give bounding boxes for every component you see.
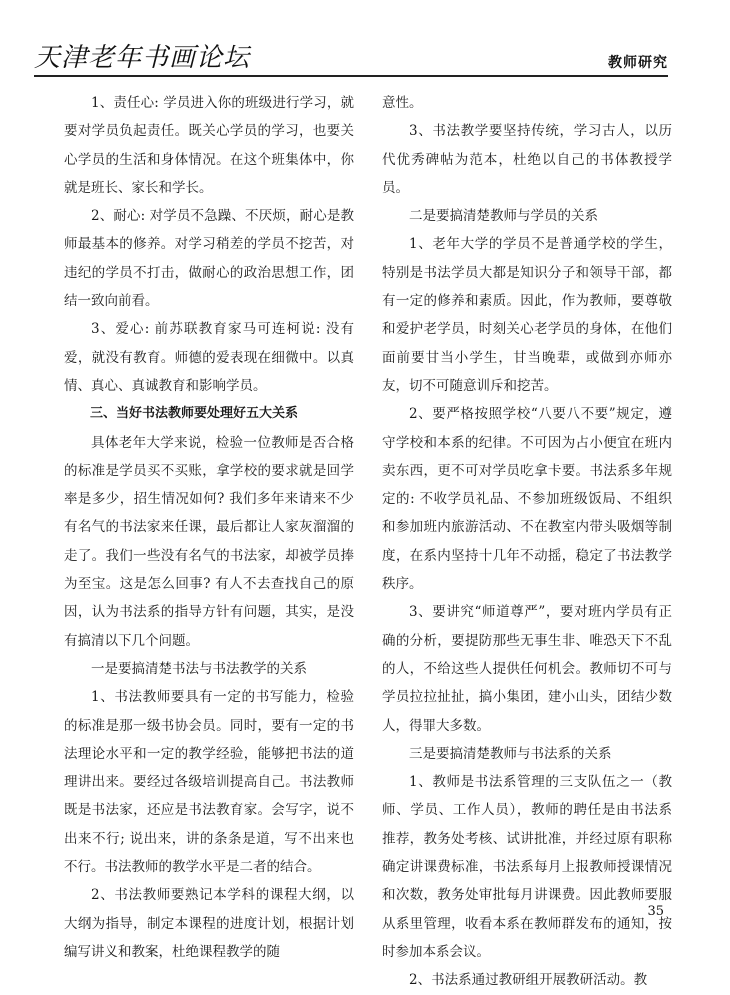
paragraph: 1、教师是书法系管理的三支队伍之一（教师、学员、工作人员），教师的聘任是由书法系推荐，教务处考核、试讲批准，并经过原有职称确定讲课费标准，书法系每月上报教师授课情况和次数，教务处审批每月讲课费。因此教师要服从系里管理，收看本系在教师群发布的通知，按时参加本系会议。 — [382, 774, 672, 960]
left-column — [64, 89, 354, 966]
paragraph: 2、书法教师要熟记本学科的课程大纲，以大纲为指导，制定本课程的进度计划，根据计划编写讲义和教案，杜绝课程教学的随 — [64, 887, 354, 960]
paragraph: 2、书法系通过教研组开展教研活动。教 — [409, 972, 648, 989]
page-number: 35 — [647, 904, 664, 919]
right-column — [382, 89, 672, 995]
paragraph: 1、责任心: 学员进入你的班级进行学习，就要对学员负起责任。既关心学员的学习，也要关心学员的生活和身体情况。在这个班集体中，你就是班长、家长和学长。 — [64, 95, 354, 196]
paragraph: 三是要搞清楚教师与书法系的关系 — [409, 745, 612, 762]
paragraph: 1、书法教师要具有一定的书写能力，检验的标准是那一级书协会员。同时，要有一定的书法理论水平和一定的教学经验，能够把书法的道理讲出来。要经过各级培训提高自己。书法教师既是书法家，还应是书法教育家。会写字，说不出来不行; 说出来，讲的条条是道，写不出来也不行。书法教师的教学水平是二者的结合。 — [64, 689, 354, 876]
journal-logo: 天津老年书画论坛 — [34, 43, 251, 73]
paragraph: 意性。 — [382, 95, 423, 111]
paragraph: 3、要讲究“师道尊严”，要对班内学员有正确的分析，要提防那些无事生非、唯恐天下不乱的人，不给这些人提供任何机会。教师切不可与学员拉拉扯扯，搞小集团，建小山头，团结少数人，得罪大多数。 — [382, 604, 672, 734]
paragraph: 一是要搞清楚书法与书法教学的关系 — [91, 660, 307, 677]
header-divider — [34, 75, 668, 77]
section-label: 教师研究 — [608, 55, 668, 71]
paragraph: 二是要搞清楚教师与学员的关系 — [409, 208, 598, 225]
paragraph: 3、爱心: 前苏联教育家马可连柯说: 没有爱，就没有教育。师德的爱表现在细微中。以真情、真心、真诚教育和影响学员。 — [64, 321, 354, 394]
paragraph: 2、要严格按照学校“八要八不要”规定，遵守学校和本系的纪律。不可因为占小便宜在班内卖东西，更不可对学员吃拿卡要。书法系多年规定的: 不收学员礼品、不参加班级饭局、不组织和参加班内旅游活动、不在教室内带头吸烟等制度，在系内坚持十几年不动摇，稳定了书法教学秩序。 — [382, 406, 672, 593]
section-heading: 三、当好书法教师要处理好五大关系 — [90, 406, 299, 422]
paragraph: 3、书法教学要坚持传统，学习古人，以历代优秀碑帖为范本，杜绝以自己的书体教授学员。 — [382, 123, 672, 196]
paragraph: 具体老年大学来说，检验一位教师是否合格的标准是学员买不买账，拿学校的要求就是回学率是多少，招生情况如何? 我们多年来请来不少有名气的书法家来任课，最后都让人家灰溜溜的走了。我们一些没有名气的书法家，却被学员捧为至宝。这是怎么回事? 有人不去查找自己的原因，认为书法系的指导方针有问题，其实，是没有搞清以下几个问题。 — [64, 434, 354, 649]
paragraph: 2、耐心: 对学员不急躁、不厌烦，耐心是教师最基本的修养。对学习稍差的学员不挖苦，对违纪的学员不打击，做耐心的政治思想工作，团结一致向前看。 — [64, 208, 354, 310]
paragraph: 1、老年大学的学员不是普通学校的学生，特别是书法学员大都是知识分子和领导干部，都有一定的修养和素质。因此，作为教师，要尊敬和爱护老学员，时刻关心老学员的身体，在他们面前要甘当小学生，甘当晚辈，或做到亦师亦友，切不可随意训斥和挖苦。 — [382, 236, 672, 394]
